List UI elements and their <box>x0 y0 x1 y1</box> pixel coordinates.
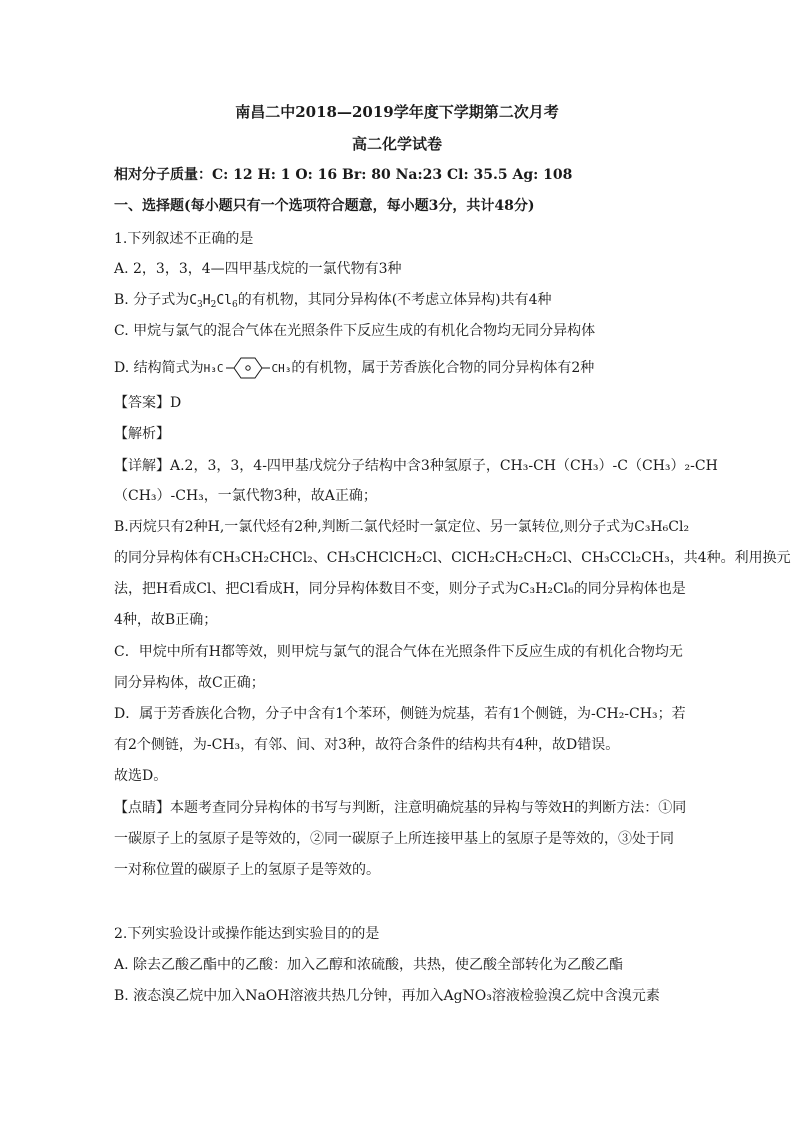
formula-sub-1: 3 <box>197 300 203 310</box>
formula-sub-3: 6 <box>231 300 238 310</box>
q1-analysis-label: 【解析】 <box>114 426 170 442</box>
q1-point-line: 一碳原子上的氢原子是等效的，②同一碳原子上所连接甲基上的氢原子是等效的，③处于同 <box>114 831 674 847</box>
q2-stem: 2.下列实验设计或操作能达到实验目的的是 <box>114 926 380 942</box>
methyl-right: CH₃ <box>271 362 292 375</box>
q1-detail-line: 有2个侧链，为-CH₃，有邻、间、对3种，故符合条件的结构共有4种，故D错误。 <box>114 737 620 753</box>
q1-point-line: 一对称位置的碳原子上的氢原子是等效的。 <box>114 862 380 878</box>
q1-stem: 1.下列叙述不正确的是 <box>114 231 254 247</box>
q1-detail-line: （CH₃）-CH₃，一氯代物3种，故A正确； <box>114 488 377 504</box>
methyl-left: H₃C <box>203 362 224 375</box>
q1-detail-line: 同分异构体，故C正确； <box>114 675 265 691</box>
q1-option-b <box>114 290 552 311</box>
formula-sub-2: 2 <box>210 300 217 310</box>
q1-detail-line: B.丙烷只有2种H,一氯代烃有2种,判断二氯代烃时一氯定位、另一氯转位,则分子式为C₃H₆Cl₂ <box>114 519 690 535</box>
q1-answer: 【答案】D <box>114 395 182 411</box>
q1-detail-line: C．甲烷中所有H都等效，则甲烷与氯气的混合气体在光照条件下反应生成的有机化合物均无 <box>114 644 683 660</box>
q2-option-b: B. 液态溴乙烷中加入NaOH溶液共热几分钟，再加入AgNO₃溶液检验溴乙烷中含溴元素 <box>114 988 660 1004</box>
q2-option-a: A. 除去乙酸乙酯中的乙酸：加入乙醇和浓硫酸，共热，使乙酸全部转化为乙酸乙酯 <box>114 957 624 973</box>
q1-detail-line: 的同分异构体有CH₃CH₂CHCl₂、CH₃CHClCH₂Cl、ClCH₂CH₂CH₂Cl、CH₃CCl₂CH₃，共4种。利用换元 <box>114 550 791 566</box>
exam-title: 南昌二中2018—2019学年度下学期第二次月考 <box>235 103 559 121</box>
atomic-mass-line: 相对分子质量：C: 12 H: 1 O: 16 Br: 80 Na:23 Cl: 35.5 Ag: 108 <box>114 167 573 183</box>
q1-detail-line: D．属于芳香族化合物，分子中含有1个苯环，侧链为烷基，若有1个侧链，为-CH₂-CH₃；若 <box>114 706 686 722</box>
benzene-ring-icon <box>226 356 270 380</box>
q1-option-d-post: 的有机物，属于芳香族化合物的同分异构体有2种 <box>291 360 595 376</box>
q1-option-b-post: 的有机物，其同分异构体(不考虑立体异构)共有4种 <box>237 292 552 308</box>
formula-c: C <box>189 293 198 308</box>
exam-subtitle: 高二化学试卷 <box>351 135 442 153</box>
formula-h: H <box>202 293 211 308</box>
q1-option-a: A. 2，3，3，4—四甲基戊烷的一氯代物有3种 <box>114 261 402 277</box>
q1-detail-line: 【详解】A.2，3，3，4-四甲基戊烷分子结构中含3种氢原子，CH₃-CH（CH₃）-C（CH₃）₂-CH <box>114 458 718 474</box>
q1-detail-line: 4种，故B正确； <box>114 612 218 628</box>
q1-detail-conclusion: 故选D。 <box>114 768 168 784</box>
formula-cl: Cl <box>216 293 232 308</box>
q1-point-line: 【点睛】本题考查同分异构体的书写与判断，注意明确烷基的异构与等效H的判断方法：①同 <box>114 800 687 816</box>
q1-option-b-pre: B. 分子式为 <box>114 292 190 308</box>
section-heading: 一、选择题(每小题只有一个选项符合题意，每小题3分，共计48分) <box>114 198 535 214</box>
q1-detail-line: 法，把H看成Cl、把Cl看成H，同分异构体数目不变，则分子式为C₃H₂Cl₆的同分异构体也是 <box>114 581 686 597</box>
q1-option-d <box>114 356 594 380</box>
q1-option-d-pre: D. 结构简式为 <box>114 360 204 376</box>
q1-option-c: C. 甲烷与氯气的混合气体在光照条件下反应生成的有机化合物均无同分异构体 <box>114 323 596 339</box>
